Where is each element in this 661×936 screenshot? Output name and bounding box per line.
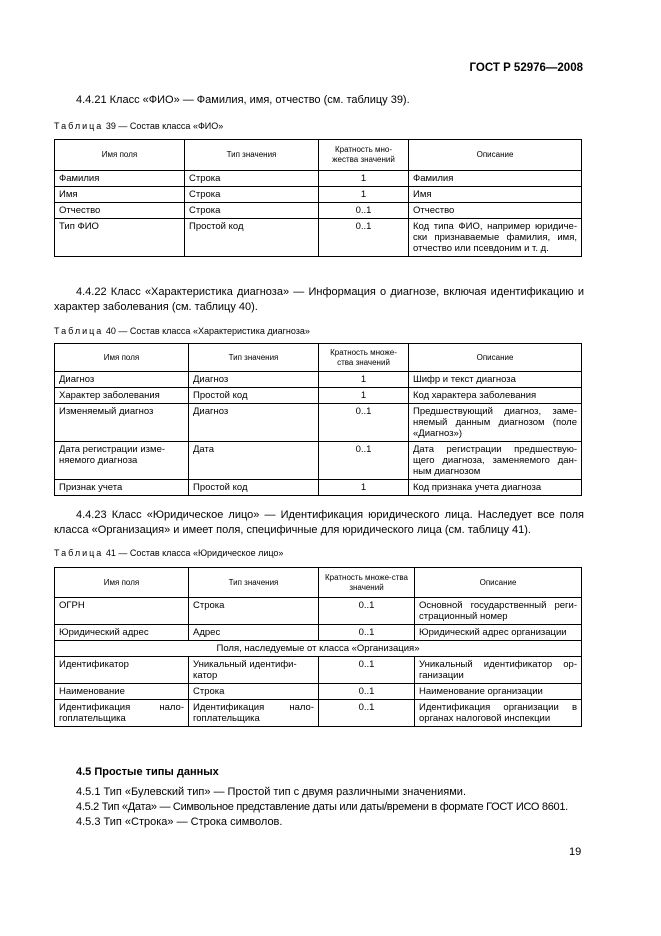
clause-4-4-23: 4.4.23 Класс «Юридическое лицо» — Идентификация юридического лица. Наследует все поля класса «Организация» и имеет поля, специфичные для юридического лица (см. таблицу 41). [54,509,584,536]
table-cell: Идентификация нало-гоплательщика [55,700,189,727]
table-cell: Фамилия [409,171,582,187]
table-header-row [55,140,582,171]
table-cell: 1 [319,372,409,388]
table-40-caption [54,326,310,336]
table-row [55,625,582,641]
column-header: Тип значения [185,140,319,171]
table-header-row [55,568,582,598]
inherited-fields-row [55,641,582,657]
table-cell: 0..1 [319,203,409,219]
table-cell: 0..1 [319,404,409,442]
caption-text: 41 — Состав класса «Юридическое лицо» [105,548,284,558]
column-header: Имя поля [55,344,189,372]
page-number: 19 [569,846,582,858]
table-row [55,388,582,404]
table-cell: Тип ФИО [55,219,185,257]
table-row [55,684,582,700]
table-39-caption [54,121,223,131]
section-heading: 4.5 Простые типы данных [76,766,219,778]
table-cell: Диагноз [189,372,319,388]
column-header: Имя поля [55,140,185,171]
table-cell: ОГРН [55,598,189,625]
column-header: Описание [409,140,582,171]
table-cell: Строка [185,203,319,219]
table-row [55,404,582,442]
table-41-caption [54,548,283,558]
table-row [55,187,582,203]
table-cell: Простой код [185,219,319,257]
table-cell: Идентификация нало-гоплательщика [189,700,319,727]
table-cell: Дата [189,442,319,480]
table-cell: Строка [185,187,319,203]
column-header: Описание [415,568,582,598]
table-row [55,598,582,625]
column-header: Кратность множе-ства значений [319,344,409,372]
table-row [55,372,582,388]
table-cell: Строка [189,598,319,625]
table-row [55,480,582,496]
caption-word: Таблица [54,326,104,336]
table-cell: 1 [319,187,409,203]
table-cell: Отчество [409,203,582,219]
clause-4-5-2: 4.5.2 Тип «Дата» — Символьное представление даты или даты/времени в формате ГОСТ ИСО 8601. [76,801,568,813]
table-41 [54,567,582,727]
table-header-row [55,344,582,372]
table-cell: Отчество [55,203,185,219]
table-row [55,442,582,480]
table-cell: Юридический адрес [55,625,189,641]
table-cell: Шифр и текст диагноза [409,372,582,388]
table-cell: Дата регистрации изме-няемого диагноза [55,442,189,480]
caption-word: Таблица [54,548,104,558]
table-cell: Признак учета [55,480,189,496]
table-cell: Уникальный идентифи-катор [189,657,319,684]
table-cell: 0..1 [319,625,415,641]
table-cell: 0..1 [319,700,415,727]
column-header: Тип значения [189,344,319,372]
table-row [55,219,582,257]
table-cell: Наименование [55,684,189,700]
table-cell: Строка [189,684,319,700]
clause-4-5-3: 4.5.3 Тип «Строка» — Строка символов. [76,816,283,828]
clause-4-4-22: 4.4.22 Класс «Характеристика диагноза» — Информация о диагнозе, включая идентификацию и характер заболевания (см. таблицу 40). [54,286,584,313]
table-cell: Дата регистрации предшествую-щего диагноза, заменяемого дан-ным диагнозом [409,442,582,480]
column-header: Имя поля [55,568,189,598]
table-cell: 0..1 [319,219,409,257]
table-cell: Код признака учета диагноза [409,480,582,496]
table-cell: 0..1 [319,598,415,625]
caption-text: 40 — Состав класса «Характеристика диагноза» [105,326,310,336]
table-40 [54,343,582,496]
table-cell: Основной государственный реги-страционный номер [415,598,582,625]
table-cell: Уникальный идентификатор ор-ганизации [415,657,582,684]
table-cell: Код характера заболевания [409,388,582,404]
standard-designation: ГОСТ Р 52976—2008 [469,62,583,74]
table-row [55,203,582,219]
column-header: Описание [409,344,582,372]
table-cell: Предшествующий диагноз, заме-няемый данным диагнозом (поле «Диагноз») [409,404,582,442]
table-cell: 0..1 [319,442,409,480]
table-cell: Простой код [189,480,319,496]
table-cell: Имя [409,187,582,203]
table-cell: Диагноз [55,372,189,388]
table-cell: Диагноз [189,404,319,442]
table-cell: Наименование организации [415,684,582,700]
caption-text: 39 — Состав класса «ФИО» [105,121,224,131]
table-cell: 0..1 [319,657,415,684]
table-cell: Изменяемый диагноз [55,404,189,442]
table-cell: 1 [319,480,409,496]
table-row [55,171,582,187]
column-header: Тип значения [189,568,319,598]
table-cell: 1 [319,171,409,187]
inherited-fields-label: Поля, наследуемые от класса «Организация» [55,641,582,657]
table-row [55,700,582,727]
table-cell: Простой код [189,388,319,404]
table-cell: Идентификация организации в органах налоговой инспекции [415,700,582,727]
column-header: Кратность множе-ства значений [319,568,415,598]
clause-4-4-21: 4.4.21 Класс «ФИО» — Фамилия, имя, отчество (см. таблицу 39). [76,94,410,106]
table-cell: Характер заболевания [55,388,189,404]
table-cell: Адрес [189,625,319,641]
table-cell: Имя [55,187,185,203]
table-39 [54,139,582,257]
table-cell: 1 [319,388,409,404]
table-cell: Фамилия [55,171,185,187]
clause-4-5-1: 4.5.1 Тип «Булевский тип» — Простой тип с двумя различными значениями. [76,786,467,798]
column-header: Кратность мно-жества значений [319,140,409,171]
table-cell: Код типа ФИО, например юридиче-ски признаваемые фамилия, имя, отчество или псевдоним и т. д. [409,219,582,257]
table-cell: Юридический адрес организации [415,625,582,641]
table-cell: Строка [185,171,319,187]
table-cell: Идентификатор [55,657,189,684]
table-row [55,657,582,684]
caption-word: Таблица [54,121,104,131]
table-cell: 0..1 [319,684,415,700]
